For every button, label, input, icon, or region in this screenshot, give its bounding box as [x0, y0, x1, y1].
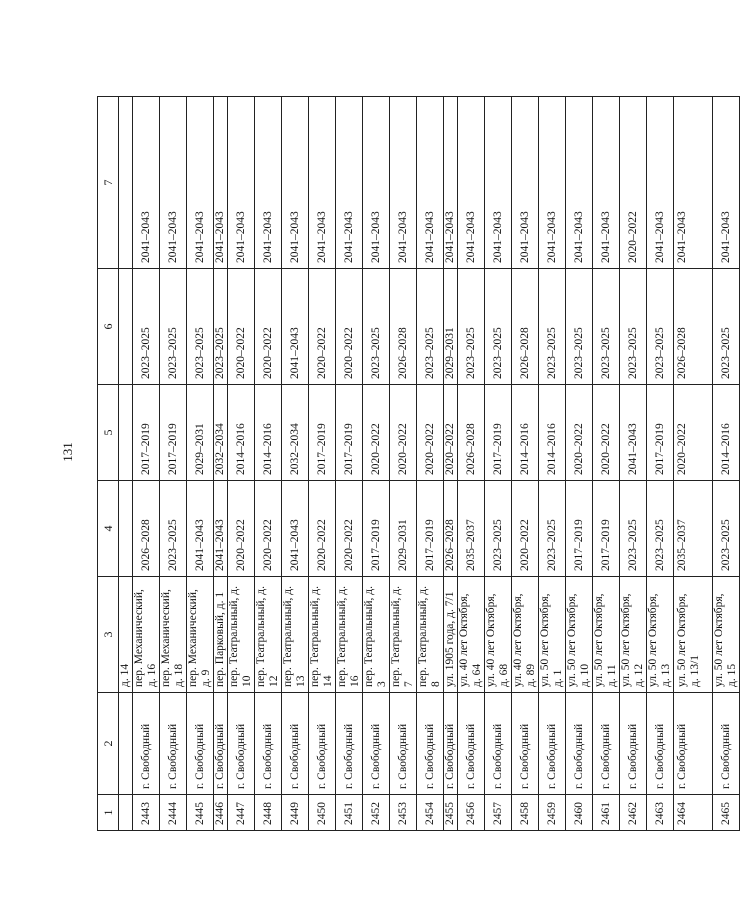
row-number-cell: 2452: [363, 795, 390, 831]
year-cell: 2020–2022: [417, 385, 444, 481]
row-number-cell: 2456: [458, 795, 485, 831]
column-header: 3: [98, 577, 119, 693]
year-cell: 2020–2022: [444, 385, 458, 481]
year-cell: 2023–2025: [214, 269, 228, 385]
year-cell: 2017–2019: [336, 385, 363, 481]
city-cell: г. Свободный: [512, 693, 539, 795]
table-row: [255, 97, 282, 831]
year-cell: 2035–2037: [458, 481, 485, 577]
year-cell: 2041–2043: [214, 481, 228, 577]
table-row: [539, 97, 566, 831]
year-cell: 2017–2019: [417, 481, 444, 577]
address-cell: ул. 50 лет Октября, д. 13: [647, 577, 674, 693]
year-cell: 2041–2043: [620, 385, 647, 481]
city-cell: г. Свободный: [674, 693, 713, 795]
address-cell: пер. Театральный, д. 8: [417, 577, 444, 693]
year-cell: 2023–2025: [160, 269, 187, 385]
address-cell: пер. Театральный, д. 7: [390, 577, 417, 693]
table-row: [620, 97, 647, 831]
year-cell: 2041–2043: [187, 481, 214, 577]
column-header: 6: [98, 269, 119, 385]
year-cell: 2029–2031: [187, 385, 214, 481]
city-cell: г. Свободный: [566, 693, 593, 795]
year-cell: 2041–2043: [282, 97, 309, 269]
table-row: [133, 97, 160, 831]
year-cell: 2020–2022: [309, 481, 336, 577]
year-cell: 2020–2022: [228, 269, 255, 385]
year-cell: 2020–2022: [255, 269, 282, 385]
address-cell: пер. Механический, д. 16: [133, 577, 160, 693]
table-row: [417, 97, 444, 831]
year-cell: 2017–2019: [485, 385, 512, 481]
header-row: [98, 97, 119, 831]
year-cell: 2020–2022: [674, 385, 713, 481]
table-row: [390, 97, 417, 831]
address-cell: ул. 50 лет Октября, д. 1: [539, 577, 566, 693]
column-header: 7: [98, 97, 119, 269]
year-cell: 2026–2028: [674, 269, 713, 385]
year-cell: 2014–2016: [255, 385, 282, 481]
year-cell: 2020–2022: [390, 385, 417, 481]
year-cell: 2041–2043: [713, 97, 740, 269]
address-cell: ул. 50 лет Октября, д. 10: [566, 577, 593, 693]
year-cell: 2041–2043: [539, 97, 566, 269]
city-cell: г. Свободный: [713, 693, 740, 795]
column-header: 4: [98, 481, 119, 577]
city-cell: г. Свободный: [485, 693, 512, 795]
city-cell: г. Свободный: [390, 693, 417, 795]
row-number-cell: 2460: [566, 795, 593, 831]
year-cell: 2041–2043: [363, 97, 390, 269]
year-cell: 2017–2019: [363, 481, 390, 577]
city-cell: г. Свободный: [417, 693, 444, 795]
year-cell: 2023–2025: [647, 269, 674, 385]
table-row: [187, 97, 214, 831]
row-number-cell: 2444: [160, 795, 187, 831]
city-cell: г. Свободный: [539, 693, 566, 795]
year-cell: 2041–2043: [485, 97, 512, 269]
column-header: 2: [98, 693, 119, 795]
city-cell: г. Свободный: [593, 693, 620, 795]
city-cell: г. Свободный: [363, 693, 390, 795]
table-row: [228, 97, 255, 831]
row-number-cell: 2451: [336, 795, 363, 831]
row-number-cell: 2458: [512, 795, 539, 831]
year-cell: 2041–2043: [282, 481, 309, 577]
address-cell: пер. Театральный, д. 10: [228, 577, 255, 693]
address-cell: ул. 40 лет Октября, д. 64: [458, 577, 485, 693]
row-number-cell: 2465: [713, 795, 740, 831]
row-number-cell: 2457: [485, 795, 512, 831]
table-row: [214, 97, 228, 831]
city-cell: г. Свободный: [444, 693, 458, 795]
year-cell: 2026–2028: [444, 481, 458, 577]
row-number-cell: 2448: [255, 795, 282, 831]
row-number-cell: 2464: [674, 795, 713, 831]
city-cell: г. Свободный: [282, 693, 309, 795]
year-cell: 2020–2022: [336, 269, 363, 385]
row-number-cell: 2445: [187, 795, 214, 831]
table-row: [566, 97, 593, 831]
address-cell: ул. 50 лет Октября, д. 12: [620, 577, 647, 693]
city-cell: г. Свободный: [620, 693, 647, 795]
address-cell: д. 14: [119, 577, 133, 693]
row-number-cell: 2463: [647, 795, 674, 831]
continuation-row: [119, 97, 133, 831]
table-cell: [119, 481, 133, 577]
year-cell: 2020–2022: [620, 97, 647, 269]
city-cell: г. Свободный: [255, 693, 282, 795]
year-cell: 2041–2043: [255, 97, 282, 269]
row-number-cell: 2461: [593, 795, 620, 831]
year-cell: 2041–2043: [390, 97, 417, 269]
year-cell: 2023–2025: [160, 481, 187, 577]
table-row: [713, 97, 740, 831]
table-cell: [119, 795, 133, 831]
table-row: [363, 97, 390, 831]
table-row: [336, 97, 363, 831]
year-cell: 2041–2043: [309, 97, 336, 269]
address-cell: пер. Театральный, д. 12: [255, 577, 282, 693]
year-cell: 2017–2019: [647, 385, 674, 481]
row-number-cell: 2459: [539, 795, 566, 831]
address-cell: пер. Парковый, д. 1: [214, 577, 228, 693]
year-cell: 2020–2022: [566, 385, 593, 481]
column-header: 5: [98, 385, 119, 481]
table-row: [674, 97, 713, 831]
address-cell: пер. Театральный, д. 16: [336, 577, 363, 693]
year-cell: 2023–2025: [593, 269, 620, 385]
year-cell: 2023–2025: [187, 269, 214, 385]
table-cell: [119, 385, 133, 481]
year-cell: 2023–2025: [363, 269, 390, 385]
year-cell: 2029–2031: [390, 481, 417, 577]
table-cell: [119, 97, 133, 269]
row-number-cell: 2462: [620, 795, 647, 831]
row-number-cell: 2446: [214, 795, 228, 831]
year-cell: 2023–2025: [133, 269, 160, 385]
row-number-cell: 2450: [309, 795, 336, 831]
year-cell: 2032–2034: [282, 385, 309, 481]
year-cell: 2026–2028: [390, 269, 417, 385]
year-cell: 2020–2022: [255, 481, 282, 577]
year-cell: 2041–2043: [512, 97, 539, 269]
year-cell: 2041–2043: [417, 97, 444, 269]
year-cell: 2041–2043: [187, 97, 214, 269]
table-container: [97, 97, 738, 831]
year-cell: 2026–2028: [512, 269, 539, 385]
year-cell: 2017–2019: [309, 385, 336, 481]
data-table: [97, 96, 740, 831]
year-cell: 2014–2016: [512, 385, 539, 481]
year-cell: 2041–2043: [458, 97, 485, 269]
year-cell: 2023–2025: [485, 481, 512, 577]
address-cell: ул. 50 лет Октября, д. 11: [593, 577, 620, 693]
year-cell: 2041–2043: [214, 97, 228, 269]
year-cell: 2041–2043: [282, 269, 309, 385]
year-cell: 2041–2043: [160, 97, 187, 269]
year-cell: 2023–2025: [713, 269, 740, 385]
year-cell: 2023–2025: [713, 481, 740, 577]
year-cell: 2035–2037: [674, 481, 713, 577]
year-cell: 2041–2043: [444, 97, 458, 269]
address-cell: пер. Театральный, д. 14: [309, 577, 336, 693]
year-cell: 2020–2022: [363, 385, 390, 481]
year-cell: 2023–2025: [620, 481, 647, 577]
year-cell: 2023–2025: [417, 269, 444, 385]
year-cell: 2020–2022: [512, 481, 539, 577]
table-row: [309, 97, 336, 831]
city-cell: г. Свободный: [309, 693, 336, 795]
year-cell: 2020–2022: [309, 269, 336, 385]
table-cell: [119, 269, 133, 385]
city-cell: г. Свободный: [187, 693, 214, 795]
year-cell: 2017–2019: [566, 481, 593, 577]
table-cell: [119, 693, 133, 795]
year-cell: 2023–2025: [539, 481, 566, 577]
year-cell: 2014–2016: [539, 385, 566, 481]
city-cell: г. Свободный: [336, 693, 363, 795]
address-cell: ул. 1905 года, д. 7/1: [444, 577, 458, 693]
table-row: [512, 97, 539, 831]
year-cell: 2041–2043: [133, 97, 160, 269]
page-number: 131: [60, 442, 75, 462]
table-row: [593, 97, 620, 831]
table-row: [485, 97, 512, 831]
city-cell: г. Свободный: [133, 693, 160, 795]
year-cell: 2020–2022: [336, 481, 363, 577]
row-number-cell: 2443: [133, 795, 160, 831]
year-cell: 2014–2016: [228, 385, 255, 481]
year-cell: 2023–2025: [485, 269, 512, 385]
city-cell: г. Свободный: [458, 693, 485, 795]
year-cell: 2041–2043: [674, 97, 713, 269]
year-cell: 2023–2025: [539, 269, 566, 385]
row-number-cell: 2447: [228, 795, 255, 831]
year-cell: 2017–2019: [160, 385, 187, 481]
row-number-cell: 2454: [417, 795, 444, 831]
year-cell: 2023–2025: [647, 481, 674, 577]
table-row: [458, 97, 485, 831]
address-cell: ул. 50 лет Октября, д. 15: [713, 577, 740, 693]
table-row: [444, 97, 458, 831]
year-cell: 2014–2016: [713, 385, 740, 481]
year-cell: 2032–2034: [214, 385, 228, 481]
table-row: [282, 97, 309, 831]
year-cell: 2023–2025: [620, 269, 647, 385]
city-cell: г. Свободный: [214, 693, 228, 795]
row-number-cell: 2449: [282, 795, 309, 831]
address-cell: ул. 50 лет Октября, д. 13/1: [674, 577, 713, 693]
column-header: 1: [98, 795, 119, 831]
address-cell: ул. 40 лет Октября, д. 89: [512, 577, 539, 693]
row-number-cell: 2455: [444, 795, 458, 831]
year-cell: 2041–2043: [566, 97, 593, 269]
address-cell: пер. Театральный, д. 3: [363, 577, 390, 693]
year-cell: 2029–2031: [444, 269, 458, 385]
year-cell: 2026–2028: [458, 385, 485, 481]
city-cell: г. Свободный: [647, 693, 674, 795]
row-number-cell: 2453: [390, 795, 417, 831]
year-cell: 2023–2025: [566, 269, 593, 385]
address-cell: пер. Механический, д. 9: [187, 577, 214, 693]
rotated-table-block: [97, 97, 738, 831]
year-cell: 2023–2025: [458, 269, 485, 385]
year-cell: 2026–2028: [133, 481, 160, 577]
year-cell: 2041–2043: [228, 97, 255, 269]
address-cell: пер. Механический, д. 18: [160, 577, 187, 693]
address-cell: пер. Театральный, д. 13: [282, 577, 309, 693]
city-cell: г. Свободный: [228, 693, 255, 795]
year-cell: 2020–2022: [228, 481, 255, 577]
city-cell: г. Свободный: [160, 693, 187, 795]
year-cell: 2020–2022: [593, 385, 620, 481]
year-cell: 2017–2019: [593, 481, 620, 577]
year-cell: 2041–2043: [336, 97, 363, 269]
year-cell: 2017–2019: [133, 385, 160, 481]
year-cell: 2041–2043: [647, 97, 674, 269]
address-cell: ул. 40 лет Октября, д. 68: [485, 577, 512, 693]
table-row: [160, 97, 187, 831]
year-cell: 2041–2043: [593, 97, 620, 269]
table-row: [647, 97, 674, 831]
